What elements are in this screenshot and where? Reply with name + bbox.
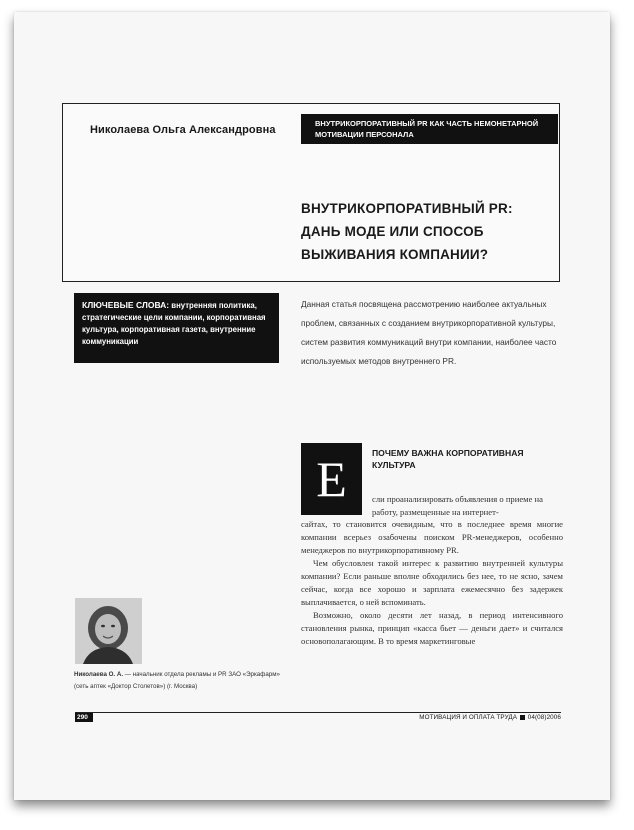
body-paragraph: Возможно, около десяти лет назад, в период интенсивного становления рынка, принцип «касса бьет — деньги дает» и считался основополагающим. В то время маркетинговые — [301, 610, 563, 646]
author-name: Николаева Ольга Александровна — [90, 124, 276, 136]
body-first-line: сли проанализировать объявления о приеме на работу, размещенные на интернет- — [372, 494, 543, 517]
rubric-label: ВНУТРИКОРПОРАТИВНЫЙ PR КАК ЧАСТЬ НЕМОНЕТАРНОЙ МОТИВАЦИИ ПЕРСОНАЛА — [301, 114, 558, 144]
section-heading: ПОЧЕМУ ВАЖНА КОРПОРАТИВНАЯ КУЛЬТУРА — [372, 448, 524, 470]
journal-title: МОТИВАЦИЯ И ОПЛАТА ТРУДА — [419, 714, 518, 721]
footer-rule — [75, 712, 561, 713]
article-title — [301, 197, 513, 266]
keywords-label: КЛЮЧЕВЫЕ СЛОВА: — [82, 300, 170, 310]
body-paragraph: Чем обусловлен такой интерес к развитию внутренней культуры компании? Если раньше вполне обходились без нее, то не ясно, зачем сейчас, когда все хорошо и зарплата ежемесячно без задержек выплачивается, о ней вспоминать. — [301, 558, 563, 607]
article-body — [301, 518, 563, 648]
keywords-text: внутренняя политика, стратегические цели компании, корпоративная культура, корпоративная газета, внутренние коммуникации — [82, 301, 266, 346]
lead-paragraph: Данная статья посвящена рассмотрению наиболее актуальных проблем, связанных с созданием внутрикорпоративной культуры, систем развития коммуникаций внутри компании, наиболее часто используемых методов внутреннего PR. — [301, 299, 557, 366]
caption-text: — начальник отдела рекламы и PR ЗАО «Эркафарм» (сеть аптек «Доктор Столетов») (г. Москва) — [74, 671, 280, 690]
title-line: ВЫЖИВАНИЯ КОМПАНИИ? — [301, 247, 489, 262]
caption-name: Николаева О. А. — [74, 671, 124, 678]
title-line: ДАНЬ МОДЕ ИЛИ СПОСОБ — [301, 224, 484, 239]
body-paragraph: сайтах, то становится очевидным, что в последнее время многие компании всерьез озабочены поиском PR-менеджеров, особенно менеджеров по внутрикорпоративному PR. — [301, 519, 563, 555]
drop-cap: Е — [301, 443, 362, 515]
keywords-box — [74, 293, 279, 363]
photo-caption — [74, 669, 296, 693]
journal-footer — [419, 714, 561, 721]
author-photo — [75, 598, 142, 664]
title-line: ВНУТРИКОРПОРАТИВНЫЙ PR: — [301, 201, 513, 216]
page-number: 290 — [75, 713, 93, 722]
square-icon — [520, 715, 525, 720]
journal-issue: 04(08)2006 — [527, 714, 561, 721]
